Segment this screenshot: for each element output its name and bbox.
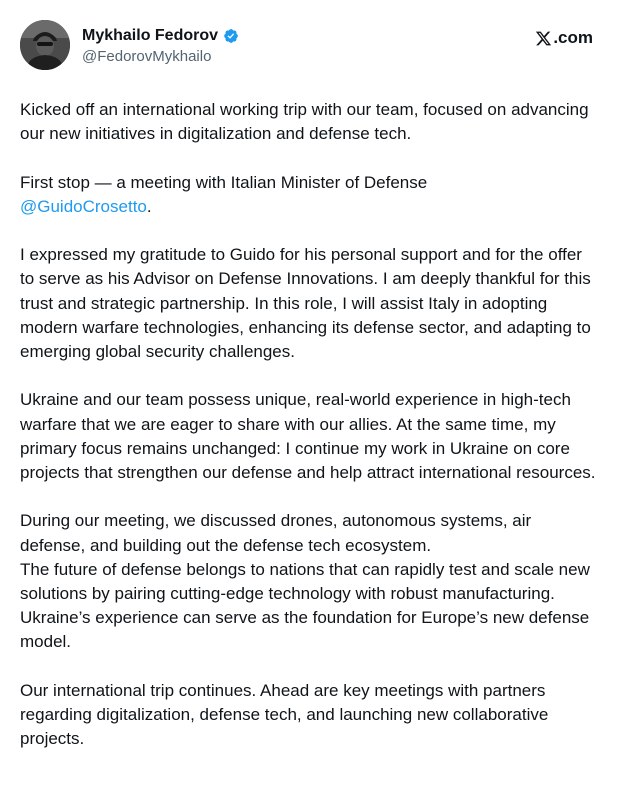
author-name[interactable]: Mykhailo Fedorov (82, 27, 219, 44)
tweet-paragraph-2-text: First stop — a meeting with Italian Minister of Defense (20, 172, 428, 192)
tweet-header (20, 20, 593, 72)
tweet-paragraph-2-end: . (146, 196, 152, 216)
tweet-text (20, 98, 600, 776)
tweet-paragraph-6: Our international trip continues. Ahead are key meetings with partners regarding digitalization, defense tech, and launching new collaborative projects. (20, 680, 549, 749)
mention-link[interactable]: @GuidoCrosetto (20, 196, 147, 216)
x-com-text: .com (553, 28, 593, 47)
verified-badge-icon (223, 28, 239, 44)
tweet-paragraph-4: Ukraine and our team possess unique, real-world experience in high-tech warfare that we are eager to share with our allies. At the same time, my primary focus remains unchanged: I continue my work in Ukraine on core projects that strengthen our defense and help attract international resources. (20, 390, 596, 482)
x-com-brand[interactable] (535, 28, 593, 48)
author-identity (82, 26, 239, 67)
author-handle[interactable]: @FedorovMykhailo (82, 48, 212, 65)
tweet-paragraph-3: I expressed my gratitude to Guido for his personal support and for the offer to serve as his Advisor on Defense Innovations. I am deeply thankful for this trust and strategic partnership. In this role, I will assist Italy in adopting modern warfare technologies, enhancing its defense sector, and adapting to emerging global security challenges. (20, 245, 591, 361)
tweet-paragraph-2 (20, 171, 600, 219)
x-logo-icon (535, 30, 552, 47)
tweet-paragraph-1: Kicked off an international working trip with our team, focused on advancing our new initiatives in digitalization and defense tech. (20, 100, 589, 144)
tweet-paragraph-5: During our meeting, we discussed drones, autonomous systems, air defense, and building out the defense tech ecosystem. The future of defense belongs to nations that can rapidly test and scale new solutions by pairing cutting-edge technology with robust manufacturing. Ukraine’s experience can serve as the foundation for Europe’s new defense model. (20, 511, 590, 652)
profile-photo-icon (20, 20, 70, 70)
avatar[interactable] (20, 20, 70, 70)
